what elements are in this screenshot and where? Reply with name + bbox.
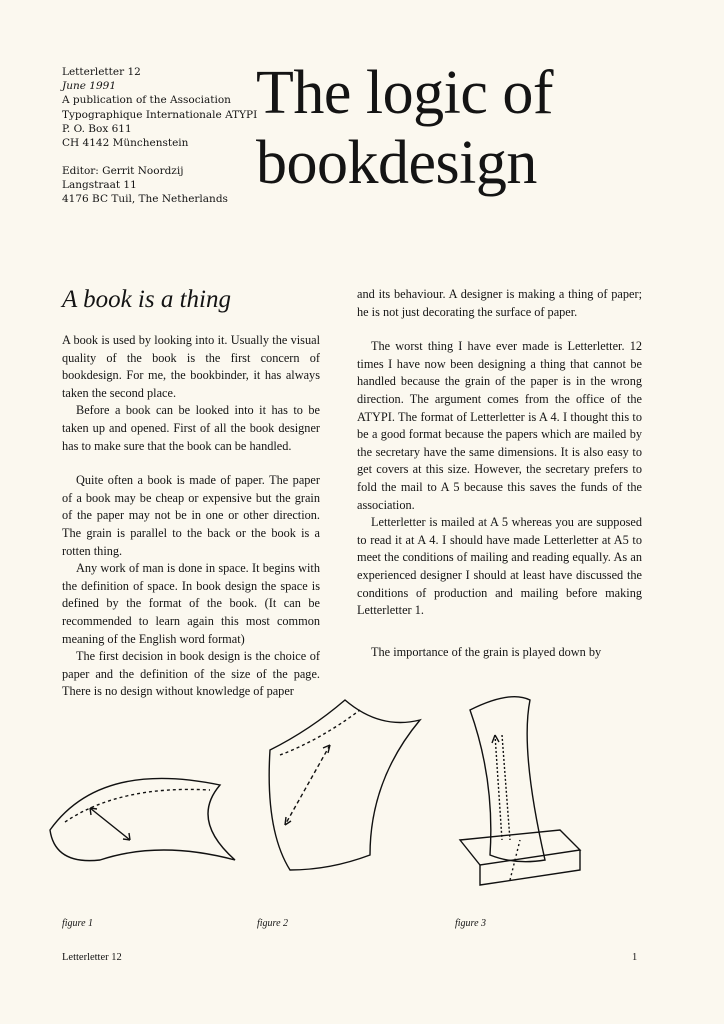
masthead-date: June 1991 bbox=[62, 80, 117, 93]
editor-line: 4176 BC Tuil, The Netherlands bbox=[62, 193, 228, 206]
page-title bbox=[256, 58, 676, 198]
figures-illustration bbox=[40, 690, 640, 910]
figure-2-caption: figure 2 bbox=[257, 918, 289, 929]
figure-1-drawing bbox=[50, 778, 235, 860]
paragraph: A book is used by looking into it. Usually the visual quality of the book is the first concern of bookdesign. For me, the bookbinder, it has always taken the second place. bbox=[62, 333, 320, 400]
paragraph: Letterletter is mailed at A 5 whereas you are supposed to read it at A 4. I should have made Letterletter at A5 to meet the conditions of mailing and reading equally. As an experienced designer I should at least have discussed the conditions of production and mailing before making Letterletter 1. bbox=[357, 515, 642, 618]
title-line-2: bookdesign bbox=[256, 129, 537, 197]
masthead-line: Typographique Internationale ATYPI bbox=[62, 108, 258, 121]
paragraph: The importance of the grain is played down by bbox=[371, 644, 602, 659]
editor-line: Langstraat 11 bbox=[62, 179, 137, 192]
article-heading: A book is a thing bbox=[62, 286, 231, 313]
figure-2-drawing bbox=[269, 700, 420, 870]
paragraph: Before a book can be looked into it has to be taken up and opened. First of all the book designer has to make sure that the book can be handled. bbox=[62, 403, 320, 453]
paragraph: The first decision in book design is the choice of paper and the definition of the size of the page. There is no design without knowledge of paper bbox=[62, 649, 320, 699]
paragraph: Quite often a book is made of paper. The paper of a book may be cheap or expensive but the grain of the paper may not be in one or other direction. The grain is parallel to the back or the book is a rotten thing. bbox=[62, 473, 320, 558]
paragraph: Any work of man is done in space. It begins with the definition of space. In book design the space is defined by the format of the book. (It can be recommended to learn again this most common meaning of the English word format) bbox=[62, 561, 320, 646]
article-column-1 bbox=[62, 332, 320, 701]
footer-page-number: 1 bbox=[632, 952, 638, 963]
masthead-line: A publication of the Association bbox=[62, 94, 231, 107]
masthead bbox=[62, 65, 257, 150]
title-line-1: The logic of bbox=[256, 59, 554, 127]
editor-line: Editor: Gerrit Noordzij bbox=[62, 165, 184, 177]
footer-publication: Letterletter 12 bbox=[62, 952, 122, 963]
figure-3-drawing bbox=[460, 697, 580, 885]
paragraph: and its behaviour. A designer is making a thing of paper; he is not just decorating the surface of paper. bbox=[357, 287, 642, 319]
masthead-line: P. O. Box 611 bbox=[62, 122, 132, 135]
editor-info bbox=[62, 164, 228, 207]
figure-1-caption: figure 1 bbox=[62, 918, 94, 929]
paragraph: The worst thing I have ever made is Letterletter. 12 times I have now been designing a thing that cannot be handled because the grain of the paper is in the wrong direction. The argument comes from the office of the ATYPI. The format of Letterletter is A 4. I thought this to be a good format because the papers which are mailed by the secretary have the same dimensions. It is also easy to get covers at this size. However, the secretary prefers to fold the mail to A 5 because this saves the funds of the association. bbox=[357, 339, 642, 512]
masthead-line: Letterletter 12 bbox=[62, 66, 141, 78]
masthead-line: CH 4142 Münchenstein bbox=[62, 137, 189, 150]
article-column-2 bbox=[357, 286, 642, 661]
figure-3-caption: figure 3 bbox=[455, 918, 487, 929]
